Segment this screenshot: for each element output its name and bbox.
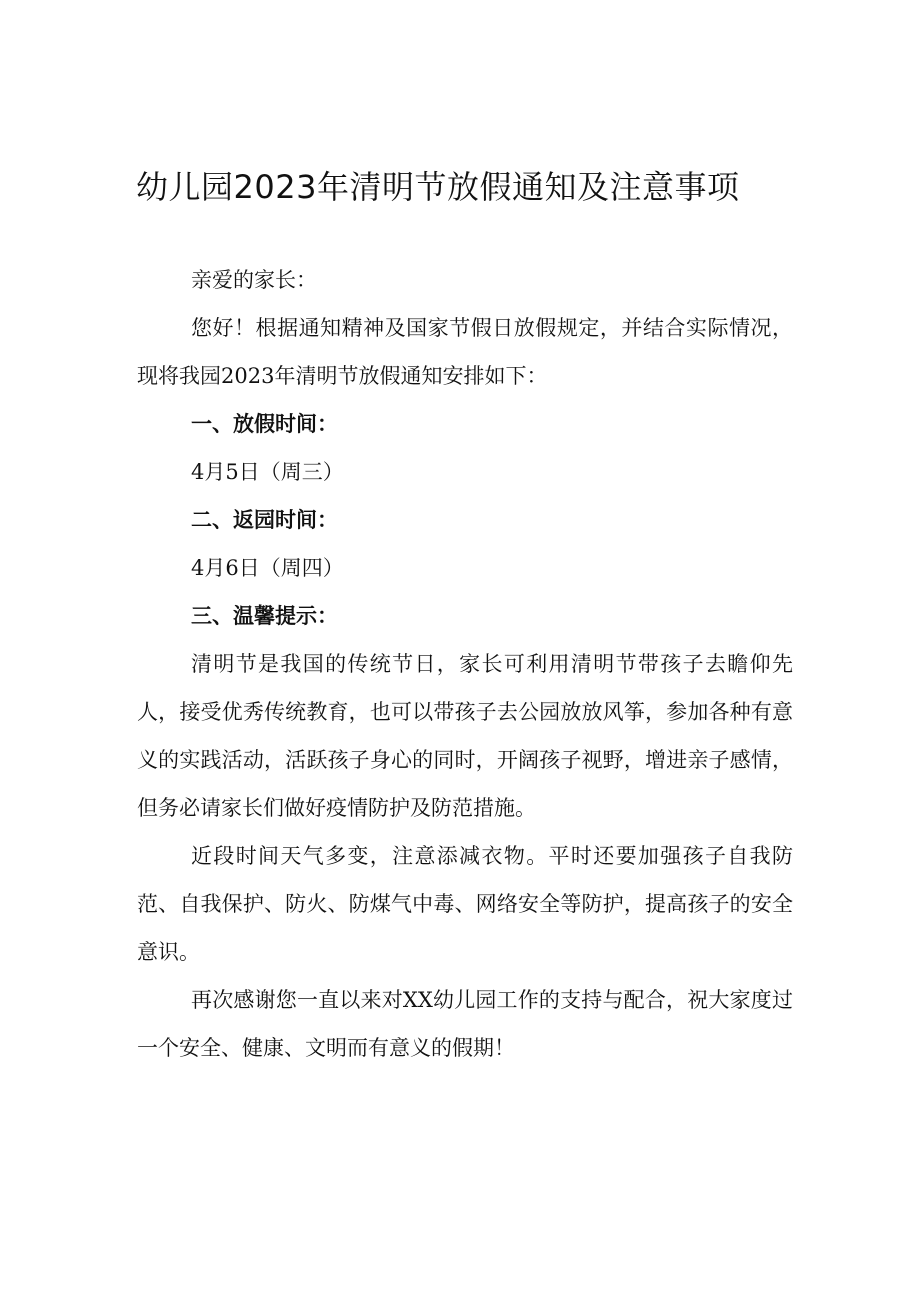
holiday-date: 4月5日（周三） [191,460,344,484]
greeting: 亲爱的家长： [191,268,317,292]
document-body [137,256,793,1072]
section-heading-tips: 三、温馨提示： [191,604,338,628]
return-date: 4月6日（周四） [191,556,344,580]
section-heading-holiday-time: 一、放假时间： [191,412,338,436]
intro-paragraph: 您好！根据通知精神及国家节假日放假规定，并结合实际情况，现将我园2023年清明节放假通知安排如下： [137,316,793,388]
closing-paragraph: 再次感谢您一直以来对XX幼儿园工作的支持与配合，祝大家度过一个安全、健康、文明而有意义的假期！ [137,988,793,1060]
tips-paragraph: 清明节是我国的传统节日，家长可利用清明节带孩子去瞻仰先人，接受优秀传统教育，也可以带孩子去公园放放风筝，参加各种有意义的实践活动，活跃孩子身心的同时，开阔孩子视野，增进亲子感情，但务必请家长们做好疫情防护及防范措施。 [137,652,793,820]
weather-tip-paragraph: 近段时间天气多变，注意添减衣物。平时还要加强孩子自我防范、自我保护、防火、防煤气中毒、网络安全等防护，提高孩子的安全意识。 [137,844,793,964]
section-heading-return-time: 二、返园时间： [191,508,338,532]
document-title: 幼儿园2023年清明节放假通知及注意事项 [136,168,740,206]
